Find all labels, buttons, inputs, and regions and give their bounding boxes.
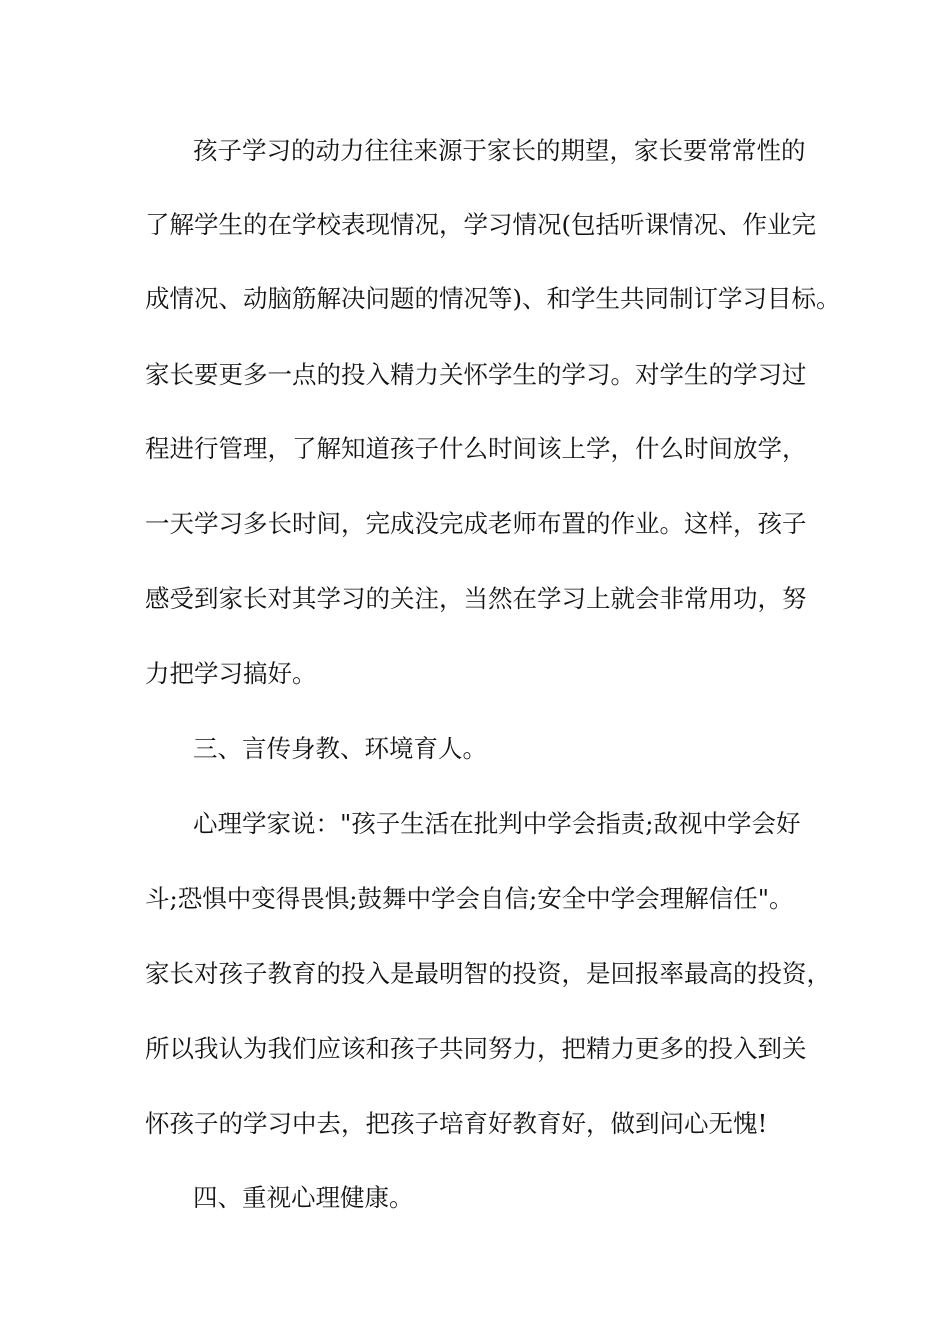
paragraph-line: 怀孩子的学习中去，把孩子培育好教育好，做到问心无愧! [145,1109,768,1138]
paragraph-line: 家长要更多一点的投入精力关怀学生的学习。对学生的学习过 [145,360,807,389]
section-heading: 三、言传身教、环境育人。 [193,734,487,763]
paragraph-line: 斗;恐惧中变得畏惧;鼓舞中学会自信;安全中学会理解信任"。 [145,884,794,913]
section-heading: 四、重视心理健康。 [193,1183,414,1212]
paragraph-line: 了解学生的在学校表现情况，学习情况(包括听课情况、作业完 [145,210,817,239]
paragraph-line: 成情况、动脑筋解决问题的情况等)、和学生共同制订学习目标。 [145,284,841,313]
paragraph-line: 家长对孩子教育的投入是最明智的投资，是回报率最高的投资， [145,959,831,988]
paragraph-line: 心理学家说："孩子生活在批判中学会指责;敌视中学会好 [193,809,801,838]
paragraph-line: 程进行管理，了解知道孩子什么时间该上学，什么时间放学， [145,434,807,463]
paragraph-line: 力把学习搞好。 [145,659,317,688]
paragraph-line: 孩子学习的动力往往来源于家长的期望，家长要常常性的 [193,136,806,165]
paragraph-line: 感受到家长对其学习的关注，当然在学习上就会非常用功，努 [145,584,807,613]
paragraph-line: 一天学习多长时间，完成没完成老师布置的作业。这样，孩子 [145,509,807,538]
paragraph-line: 所以我认为我们应该和孩子共同努力，把精力更多的投入到关 [145,1034,807,1063]
